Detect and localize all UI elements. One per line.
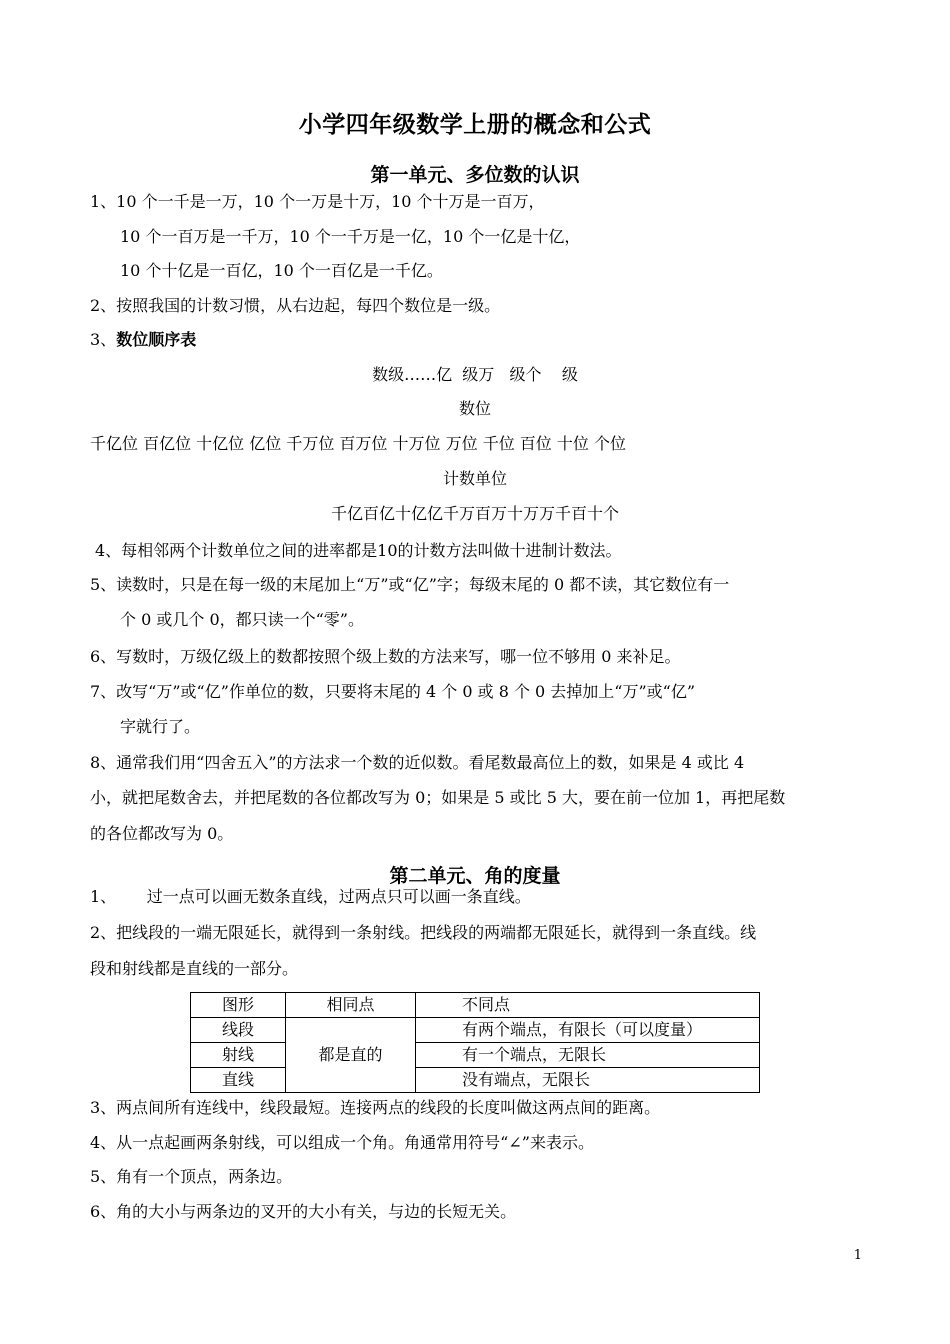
u1-item7-line2: 字就行了。	[120, 717, 201, 736]
document-title: 小学四年级数学上册的概念和公式	[298, 111, 652, 138]
table-cell-shape: 直线	[191, 1068, 286, 1093]
table-row	[191, 1018, 760, 1043]
u1-item4: 4、每相邻两个计数单位之间的进率都是10的计数方法叫做十进制计数法。	[95, 541, 622, 560]
table-cell-difference: 没有端点，无限长	[416, 1068, 760, 1093]
u1-item3	[90, 329, 196, 351]
unit1-heading: 第一单元、多位数的认识	[370, 164, 580, 186]
u2-item3: 3、两点间所有连线中，线段最短。连接两点的线段的长度叫做这两点间的距离。	[90, 1098, 661, 1117]
u1-item1-line1: 1、10 个一千是一万，10 个一万是十万，10 个十万是一百万，	[90, 192, 545, 211]
u1-item5-line2: 个 0 或几个 0，都只读一个“零”。	[120, 610, 364, 629]
u2-item2-line2: 段和射线都是直线的一部分。	[90, 959, 299, 978]
order-table-row-unit-label: 计数单位	[442, 469, 507, 488]
page-number: 1	[853, 1248, 862, 1263]
u1-item2: 2、按照我国的计数习惯，从右边起，每四个数位是一级。	[90, 296, 501, 315]
table-cell-difference: 有两个端点，有限长（可以度量）	[416, 1018, 760, 1043]
u2-item1: 1、 过一点可以画无数条直线，过两点只可以画一条直线。	[90, 887, 531, 906]
u1-item8-line2: 小，就把尾数舍去，并把尾数的各位都改写为 0；如果是 5 或比 5 大，要在前一位加 1，再把尾数	[90, 788, 786, 807]
u2-item6: 6、角的大小与两条边的叉开的大小有关，与边的长短无关。	[90, 1202, 517, 1221]
unit2-heading: 第二单元、角的度量	[389, 865, 561, 887]
u1-item8-line3: 的各位都改写为 0。	[90, 824, 234, 843]
order-table-row-units: 千亿百亿十亿亿千万百万十万万千百十个	[330, 504, 619, 523]
u1-item5-line1: 5、读数时，只是在每一级的末尾加上“万”或“亿”字；每级末尾的 0 都不读，其它数位有一	[90, 575, 730, 594]
table-cell-difference: 有一个端点，无限长	[416, 1043, 760, 1068]
u1-item1-line3: 10 个十亿是一百亿，10 个一百亿是一千亿。	[120, 261, 443, 280]
u1-item7-line1: 7、改写“万”或“亿”作单位的数，只要将末尾的 4 个 0 或 8 个 0 去掉加上“万”或“亿”	[90, 682, 696, 701]
u1-item1-line2: 10 个一百万是一千万，10 个一千万是一亿，10 个一亿是十亿，	[120, 227, 581, 246]
order-table-row-positions: 千亿位 百亿位 十亿位 亿位 千万位 百万位 十万位 万位 千位 百位 十位 个位	[90, 434, 626, 453]
table-row	[191, 1043, 760, 1068]
u2-item2-line1: 2、把线段的一端无限延长，就得到一条射线。把线段的两端都无限延长，就得到一条直线。线	[90, 923, 757, 942]
order-table-row-level: 数级……亿 级万 级个 级	[372, 365, 578, 384]
table-header-shape: 图形	[191, 993, 286, 1018]
u1-item8-line1: 8、通常我们用“四舍五入”的方法求一个数的近似数。看尾数最高位上的数，如果是 4 或比 4	[90, 753, 745, 772]
u1-item6: 6、写数时，万级亿级上的数都按照个级上数的方法来写，哪一位不够用 0 来补足。	[90, 647, 681, 666]
u1-item3-title: 数位顺序表	[116, 330, 197, 349]
order-table-row-position-label: 数位	[458, 399, 491, 418]
table-header-row	[191, 993, 760, 1018]
table-cell-shape: 线段	[191, 1018, 286, 1043]
table-row	[191, 1068, 760, 1093]
table-cell-shape: 射线	[191, 1043, 286, 1068]
u2-item5: 5、角有一个顶点，两条边。	[90, 1167, 293, 1186]
table-header-difference: 不同点	[416, 993, 760, 1018]
u2-item4: 4、从一点起画两条射线，可以组成一个角。角通常用符号“∠”来表示。	[90, 1133, 594, 1152]
table-header-common: 相同点	[286, 993, 416, 1018]
line-comparison-table	[190, 992, 760, 1093]
table-cell-common: 都是直的	[286, 1018, 416, 1093]
u1-item3-number: 3、	[90, 330, 117, 349]
